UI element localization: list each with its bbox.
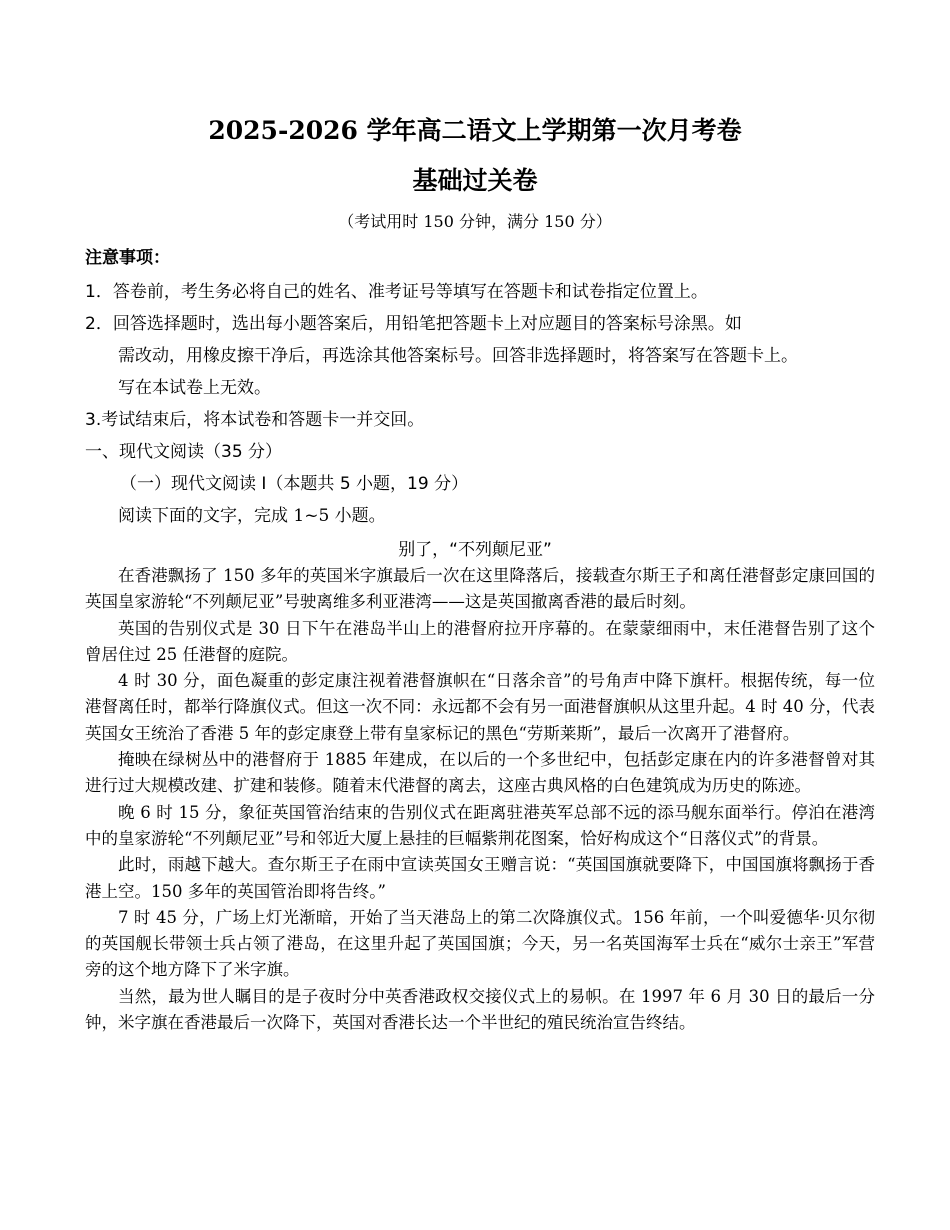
section-subheading: （一）现代文阅读 Ⅰ（本题共 5 小题，19 分） (120, 474, 469, 494)
article-paragraph: 4 时 30 分，面色凝重的彭定康注视着港督旗帜在“日落余音”的号角声中降下旗杆。根据传统，每一位港督离任时，都举行降旗仪式。但这一次不同：永远都不会有另一面港督旗帜从这里升起。4 时 40 分，代表英国女王统治了香港 5 年的彭定康登上带有皇家标记的黑色“劳斯莱斯”，最后一次离开了港督府。 (85, 671, 875, 743)
article-paragraph: 7 时 45 分，广场上灯光渐暗，开始了当天港岛上的第二次降旗仪式。156 年前，一个叫爱德华·贝尔彻的英国舰长带领士兵占领了港岛，在这里升起了英国国旗；今天，另一名英国海军士兵在“威尔士亲王”军营旁的这个地方降下了米字旗。 (85, 907, 875, 980)
section-heading: 一、现代文阅读（35 分） (85, 442, 283, 462)
exam-duration-info: （考试用时 150 分钟，满分 150 分） (338, 212, 612, 231)
article-paragraph: 晚 6 时 15 分，象征英国管治结束的告别仪式在距离驻港英军总部不远的添马舰东面举行。停泊在港湾中的皇家游轮“不列颠尼亚”号和邻近大厦上悬挂的巨幅紫荆花图案，恰好构成这个“日落仪式”的背景。 (85, 802, 875, 848)
notice-item-1: 1．答卷前，考生务必将自己的姓名、准考证号等填写在答题卡和试卷指定位置上。 (85, 282, 708, 302)
notice-item-2-line-1: 2．回答选择题时，选出每小题答案后，用铅笔把答题卡上对应题目的答案标号涂黑。如 (85, 314, 742, 334)
article-body (85, 563, 875, 1036)
article-paragraph: 在香港飘扬了 150 多年的英国米字旗最后一次在这里降落后，接载查尔斯王子和离任港督彭定康回国的英国皇家游轮“不列颠尼亚”号驶离维多利亚港湾——这是英国撤离香港的最后时刻。 (85, 566, 875, 612)
notice-item-3: 3.考试结束后，将本试卷和答题卡一并交回。 (85, 410, 425, 430)
article-paragraph: 英国的告别仪式是 30 日下午在港岛半山上的港督府拉开序幕的。在蒙蒙细雨中，末任港督告别了这个曾居住过 25 任港督的庭院。 (85, 618, 875, 664)
article-paragraph: 掩映在绿树丛中的港督府于 1885 年建成，在以后的一个多世纪中，包括彭定康在内的许多港督曾对其进行过大规模改建、扩建和装修。随着末代港督的离去，这座古典风格的白色建筑成为历史的陈迹。 (85, 750, 875, 796)
exam-subtitle: 基础过关卷 (412, 166, 538, 195)
article-paragraph: 此时，雨越下越大。查尔斯王子在雨中宣读英国女王赠言说：“英国国旗就要降下，中国国旗将飘扬于香港上空。150 多年的英国管治即将告终。” (85, 855, 875, 901)
article-paragraph: 当然，最为世人瞩目的是子夜时分中英香港政权交接仪式上的易帜。在 1997 年 6 月 30 日的最后一分钟，米字旗在香港最后一次降下，英国对香港长达一个半世纪的殖民统治宣告终结。 (85, 986, 875, 1033)
reading-instruction: 阅读下面的文字，完成 1~5 小题。 (118, 506, 386, 526)
exam-title: 2025-2026 学年高二语文上学期第一次月考卷 (208, 116, 742, 145)
notice-item-2-line-3: 写在本试卷上无效。 (118, 378, 271, 398)
notice-item-2-line-2: 需改动，用橡皮擦干净后，再选涂其他答案标号。回答非选择题时，将答案写在答题卡上。 (118, 346, 798, 366)
article-title: 别了，“不列颠尼亚” (398, 540, 552, 560)
notice-heading: 注意事项： (85, 248, 170, 268)
